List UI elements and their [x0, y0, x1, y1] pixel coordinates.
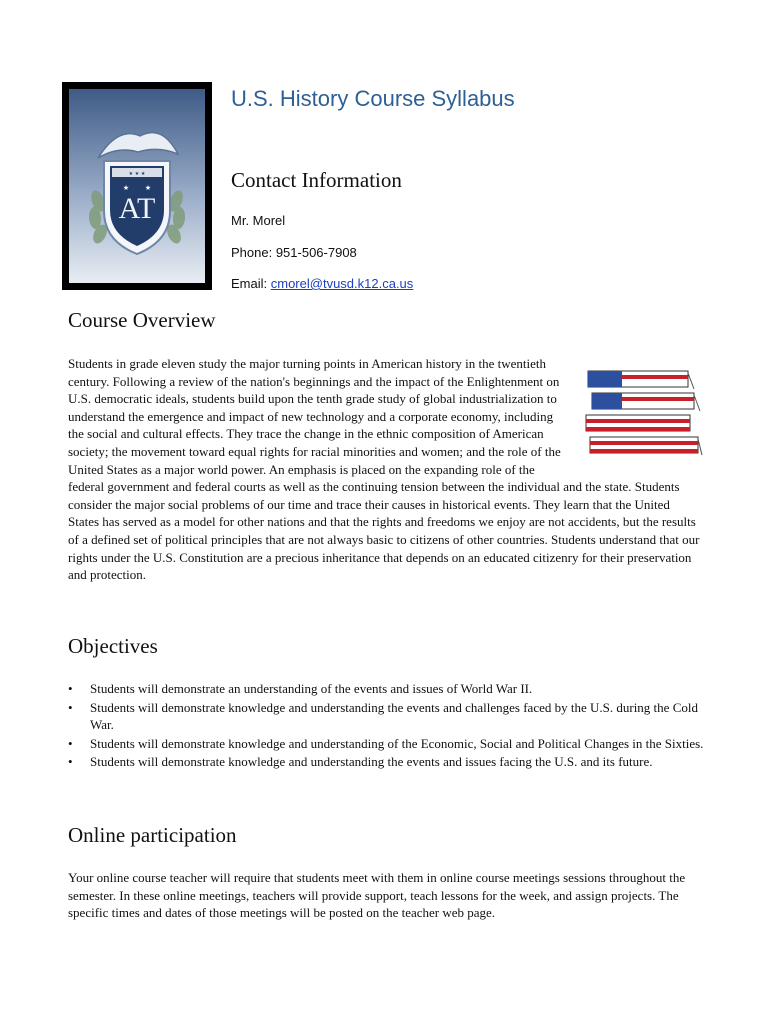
objective-text: Students will demonstrate knowledge and understanding the events and issues facing the U.S. and its future.: [90, 754, 653, 770]
svg-text:★: ★: [122, 184, 130, 192]
crest-monogram: AT: [118, 192, 156, 225]
contact-heading: Contact Information: [231, 168, 402, 192]
phone-value: 951-506-7908: [275, 245, 357, 260]
objective-text: Students will demonstrate knowledge and understanding the events and challenges faced by the U.S. during the Cold War.: [90, 699, 698, 733]
overview-section: [68, 355, 704, 584]
list-item: [68, 680, 704, 698]
overview-heading: Course Overview: [68, 308, 216, 332]
list-item: [68, 699, 704, 734]
objective-text: Students will demonstrate an understanding of the events and issues of World War II.: [90, 681, 533, 696]
online-heading: Online participation: [68, 823, 237, 847]
school-crest-icon: [69, 89, 205, 283]
american-flag-books-icon: [582, 361, 704, 466]
list-item: [68, 753, 704, 771]
contact-email-row: [231, 276, 413, 291]
objectives-heading: Objectives: [68, 634, 158, 658]
contact-name: Mr. Morel: [231, 213, 286, 228]
bullet-icon: •: [68, 699, 73, 715]
bullet-icon: •: [68, 735, 73, 751]
svg-text:★: ★: [144, 184, 152, 192]
objective-text: Students will demonstrate knowledge and understanding of the Economic, Social and Political Changes in the Sixties.: [90, 735, 704, 751]
email-link[interactable]: cmorel@tvusd.k12.ca.us: [270, 276, 414, 291]
bullet-icon: •: [68, 681, 73, 696]
svg-text:★ ★ ★: ★ ★ ★: [128, 171, 146, 177]
crest-svg: [78, 106, 196, 266]
email-label: Email:: [231, 276, 268, 291]
school-logo-frame: [62, 82, 212, 290]
bullet-icon: •: [68, 754, 73, 770]
online-text: Your online course teacher will require that students meet with them in online course meetings sessions throughout the semester. In these online meetings, teachers will provide support, teach lessons for the week, and assign projects. The specific times and dates of those meetings will be posted on the teacher web page.: [68, 870, 686, 921]
list-item: [68, 735, 704, 753]
overview-text: Students in grade eleven study the major turning points in American history in the twentieth century. Following a review of the nation's beginnings and the impact of the Enlightenment on U.S. democratic ideals, students build upon the tenth grade study of global industrialization to understand the emergence and impact of new technology and a corporate economy, including the social and cultural effects. They trace the change in the ethnic composition of American society; the movement toward equal rights for racial minorities and women; and the role of the United States as a major world power. An emphasis is placed on the expanding role of the federal government and federal courts as well as the continuing tension between the individual and the state. Students consider the major social problems of our time and trace their causes in historical events. They learn that the United States has served as a model for other nations and that the rights and freedoms we enjoy are not accidents, but the results of a defined set of political principles that are not always basic to citizens of other countries. Students understand that our rights under the U.S. Constitution are a precious inheritance that depends on an educated citizenry for their preservation and protection.: [68, 356, 700, 583]
page-title: U.S. History Course Syllabus: [231, 86, 515, 111]
contact-phone-row: [231, 245, 357, 260]
objectives-list: [68, 680, 704, 772]
phone-label: Phone:: [231, 245, 273, 260]
